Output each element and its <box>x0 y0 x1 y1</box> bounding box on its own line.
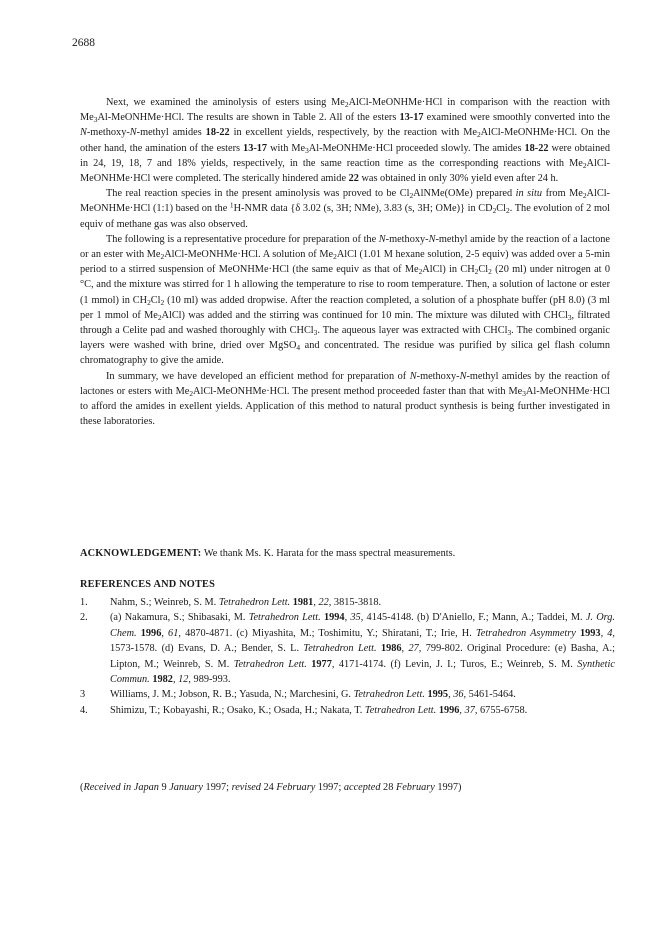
paragraph-procedure: The following is a representative procedure for preparation of the N-methoxy-N-methyl amide by the reaction of a lactone or an ester with $Me_2AlCl-MeONHMe\cdot HCl$. A solution of $Me_2AlCl$ (1.01 M hexane solution, 2-5 equiv) was added over a 5-min period to a stirred suspension of MeONHMe·HCl (the same equiv as that of $Me_2AlCl$) in $CH_2Cl_2$ (20 ml) under nitrogen at 0 °C, and the mixture was stirred for 1 h allowing the temperature to rise to room temperature. Then, a solution of lactone or ester (1 mmol) in $CH_2Cl_2$ (10 ml) was added dropwise. After the reaction completed, a solution of a phosphate buffer (pH 8.0) (3 ml per 1 mmol of $Me_2AlCl$) was added and the stirring was continued for 10 min. The mixture was diluted with CHCl$_3$, filtrated through a Celite pad and washed thoroughly with CHCl$_3$. The aqueous layer was extracted with CHCl$_3$. The combined organic layers were washed with brine, dried over MgSO$_4$ and concentrated. The residue was purified by silica gel flash column chromatography to give the amide. <box>80 233 611 367</box>
references-heading: REFERENCES AND NOTES <box>80 579 216 590</box>
reference-2 <box>80 610 615 687</box>
reference-number: 4. <box>80 704 88 716</box>
reference-3 <box>80 687 615 702</box>
references-list <box>80 595 615 718</box>
page-number: 2688 <box>72 37 95 49</box>
reference-text: Shimizu, T.; Kobayashi, R.; Osako, K.; Osada, H.; Nakata, T. Tetrahedron Lett. 1996, 37, 6755-6758. <box>110 704 528 716</box>
reference-text: Williams, J. M.; Jobson, R. B.; Yasuda, N.; Marchesini, G. Tetrahedron Lett. 1995, 36, 5461-5464. <box>110 689 516 701</box>
reference-number: 1. <box>80 597 88 608</box>
acknowledgement-text: We thank Ms. K. Harata for the mass spectral measurements. <box>201 548 456 559</box>
reference-4 <box>80 703 615 718</box>
reference-text: Nahm, S.; Weinreb, S. M. Tetrahedron Lett. 1981, 22, 3815-3818. <box>110 597 382 608</box>
acknowledgement-heading: ACKNOWLEDGEMENT: <box>80 548 202 559</box>
acknowledgement <box>80 546 610 561</box>
paragraph-aminolysis: Next, we examined the aminolysis of esters using $Me_2AlCl-MeONHMe\cdot HCl$ in comparison with the reaction with $Me_3Al-MeONHMe\cdot HCl$. The results are shown in Table 2. All of the esters 13-17 examined were smoothly converted into the N-methoxy-N-methyl amides 18-22 in excellent yields, respectively, by the reaction with $Me_2AlCl-MeONHMe\cdot HCl$. On the other hand, the amination of the esters 13-17 with $Me_3Al-MeONHMe\cdot HCl$ proceeded slowly. The amides 18-22 were obtained in 24, 19, 18, 7 and 18% yields, respectively, in the same reaction time as the corresponding reactions with $Me_2AlCl-MeONHMe\cdot HCl$ were completed. The sterically hindered amide 22 was obtained in only 30% yield even after 24 h. <box>80 97 611 185</box>
reference-number: 2. <box>80 612 88 624</box>
paragraph-summary: In summary, we have developed an efficient method for preparation of N-methoxy-N-methyl amides by the reaction of lactones or esters with $Me_2AlCl-MeONHMe\cdot HCl$. The present method proceeded faster than that with $Me_3Al-MeONHMe\cdot HCl$ to afford the amides in exellent yields. Application of this method to natural product synthesis is being further investigated in these laboratories. <box>80 370 610 428</box>
received-dates: (Received in Japan 9 January 1997; revised 24 February 1997; accepted 28 February 1997) <box>80 782 462 793</box>
reference-text: (a) Nakamura, S.; Shibasaki, M. Tetrahedron Lett. 1994, 35, 4145-4148. (b) D'Aniello, F.; Mann, A.; Taddei, M. J. Org. Chem. 1996, 61, 4870-4871. (c) Miyashita, M.; Toshimitu, Y.; Shiratani, T.; Irie, H. Tetrahedron Asymmetry 1993, 4, 1573-1578. (d) Evans, D. A.; Bender, S. L. Tetrahedron Lett. 1986, 27, 799-802. Original Procedure: (e) Basha, A.; Lipton, M.; Weinreb, S. M. Tetrahedron Lett. 1977, 4171-4174. (f) Levin, J. I.; Turos, E.; Weinreb, S. M. Synthetic Commun. 1982, 12, 989-993. <box>110 612 616 686</box>
body-text <box>80 95 610 429</box>
reference-1 <box>80 595 615 610</box>
reference-number: 3 <box>80 689 86 701</box>
paragraph-reaction-species: The real reaction species in the present aminolysis was proved to be $Cl_2AlNMe(OMe)$ prepared in situ from $Me_2AlCl-MeONHMe\cdot HCl$ (1:1) based on the $^1$H-NMR data {δ 3.02 (s, 3H; NMe), 3.83 (s, 3H; OMe)} in $CD_2Cl_2$. The evolution of 2 mol equiv of methane gas was also observed. <box>80 188 610 230</box>
